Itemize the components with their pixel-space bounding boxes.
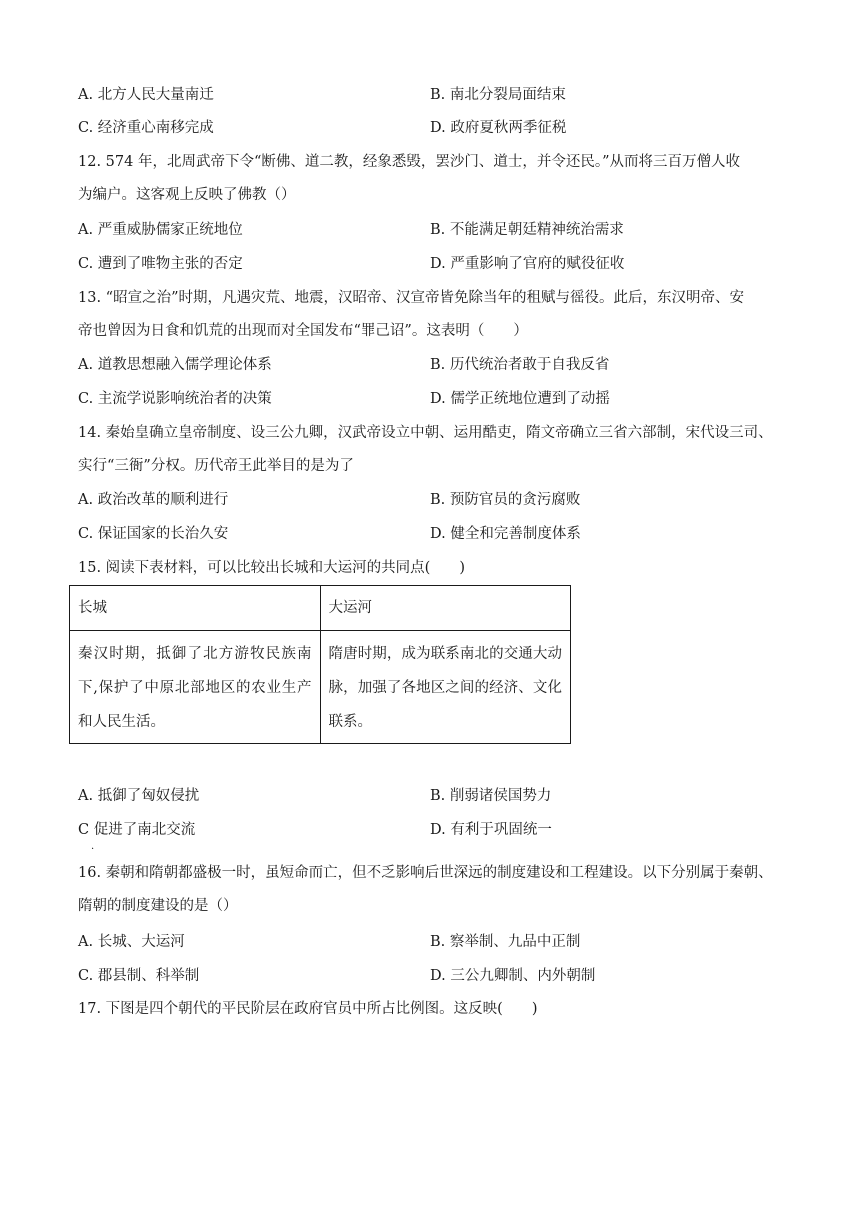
table-header-great-wall: 长城 — [70, 586, 321, 631]
q12-option-a: A. 严重威胁儒家正统地位 — [78, 222, 243, 238]
q15-option-b: B. 削弱诸侯国势力 — [430, 788, 552, 804]
q12-option-d: D. 严重影响了官府的赋役征收 — [430, 256, 625, 272]
q14-options-row-1 — [78, 490, 798, 510]
q11-option-a: A. 北方人民大量南迁 — [78, 87, 214, 103]
q16-option-d: D. 三公九卿制、内外朝制 — [430, 968, 596, 984]
q12-stem-line-1: 12. 574 年，北周武帝下令“断佛、道二教，经象悉毁，罢沙门、道士，并令还民。”从而将三百万僧人收 — [78, 154, 741, 170]
q13-stem — [78, 282, 798, 348]
table-cell-great-wall: 秦汉时期，抵御了北方游牧民族南下,保护了中原北部地区的农业生产和人民生活。 — [70, 631, 321, 744]
q16-options-row-1 — [78, 932, 798, 952]
q13-option-b: B. 历代统治者敢于自我反省 — [430, 357, 610, 373]
q13-option-a: A. 道教思想融入儒学理论体系 — [78, 357, 272, 373]
q15-stem — [78, 552, 798, 585]
q15-stem-line-1: 15. 阅读下表材料，可以比较出长城和大运河的共同点( ) — [78, 560, 465, 576]
q15-options-row-2 — [78, 820, 798, 840]
q13-option-c: C. 主流学说影响统治者的决策 — [78, 391, 272, 407]
table-header-row — [70, 586, 571, 631]
q12-option-c: C. 遭到了唯物主张的否定 — [78, 256, 243, 272]
stray-dot-mark: . — [91, 841, 95, 852]
q13-option-d: D. 儒学正统地位遭到了动摇 — [430, 391, 610, 407]
q14-option-b: B. 预防官员的贪污腐败 — [430, 492, 581, 508]
q12-stem — [78, 146, 798, 212]
q14-stem-line-2: 实行“三衙”分权。历代帝王此举目的是为了 — [78, 458, 354, 474]
q11-options-row-1 — [78, 85, 798, 105]
q16-stem-line-1: 16. 秦朝和隋朝都盛极一时，虽短命而亡，但不乏影响后世深远的制度建设和工程建设。以下分别属于秦朝、 — [78, 865, 773, 881]
q11-option-c: C. 经济重心南移完成 — [78, 120, 214, 136]
q12-options-row-1 — [78, 220, 798, 240]
q15-option-a: A. 抵御了匈奴侵扰 — [78, 788, 200, 804]
q16-stem — [78, 857, 798, 923]
q13-stem-line-1: 13. “昭宣之治”时期，凡遇灾荒、地震，汉昭帝、汉宣帝皆免除当年的租赋与徭役。此后，东汉明帝、安 — [78, 290, 744, 306]
q15-option-d: D. 有利于巩固统一 — [430, 822, 552, 838]
q11-options-row-2 — [78, 118, 798, 138]
q14-stem — [78, 417, 798, 483]
q16-option-a: A. 长城、大运河 — [78, 934, 185, 950]
q14-option-a: A. 政治改革的顺利进行 — [78, 492, 229, 508]
q17-stem-line-1: 17. 下图是四个朝代的平民阶层在政府官员中所占比例图。这反映( ) — [78, 1001, 538, 1017]
q16-stem-line-2: 隋朝的制度建设的是（） — [78, 898, 238, 914]
q15-options-row-1 — [78, 786, 798, 806]
q13-options-row-2 — [78, 389, 798, 409]
q16-option-c: C. 郡县制、科举制 — [78, 968, 200, 984]
q14-stem-line-1: 14. 秦始皇确立皇帝制度、设三公九卿，汉武帝设立中朝、运用酷吏，隋文帝确立三省六部制，宋代设三司、 — [78, 425, 773, 441]
table-header-grand-canal: 大运河 — [320, 586, 571, 631]
q16-options-row-2 — [78, 966, 798, 986]
q16-option-b: B. 察举制、九品中正制 — [430, 934, 581, 950]
q11-option-d: D. 政府夏秋两季征税 — [430, 120, 567, 136]
q14-option-d: D. 健全和完善制度体系 — [430, 526, 581, 542]
table-body-row — [70, 631, 571, 744]
q13-options-row-1 — [78, 355, 798, 375]
q13-stem-line-2: 帝也曾因为日食和饥荒的出现而对全国发布“罪己诏”。这表明（ ） — [78, 323, 528, 339]
q14-options-row-2 — [78, 524, 798, 544]
q11-option-b: B. 南北分裂局面结束 — [430, 87, 566, 103]
q12-options-row-2 — [78, 254, 798, 274]
q12-stem-line-2: 为编户。这客观上反映了佛教（） — [78, 187, 296, 203]
table-cell-grand-canal: 隋唐时期，成为联系南北的交通大动脉，加强了各地区之间的经济、文化联系。 — [320, 631, 571, 744]
q17-stem — [78, 993, 798, 1026]
q14-option-c: C. 保证国家的长治久安 — [78, 526, 229, 542]
q12-option-b: B. 不能满足朝廷精神统治需求 — [430, 222, 624, 238]
q15-option-c: C 促进了南北交流 — [78, 822, 196, 838]
comparison-table — [69, 585, 571, 744]
